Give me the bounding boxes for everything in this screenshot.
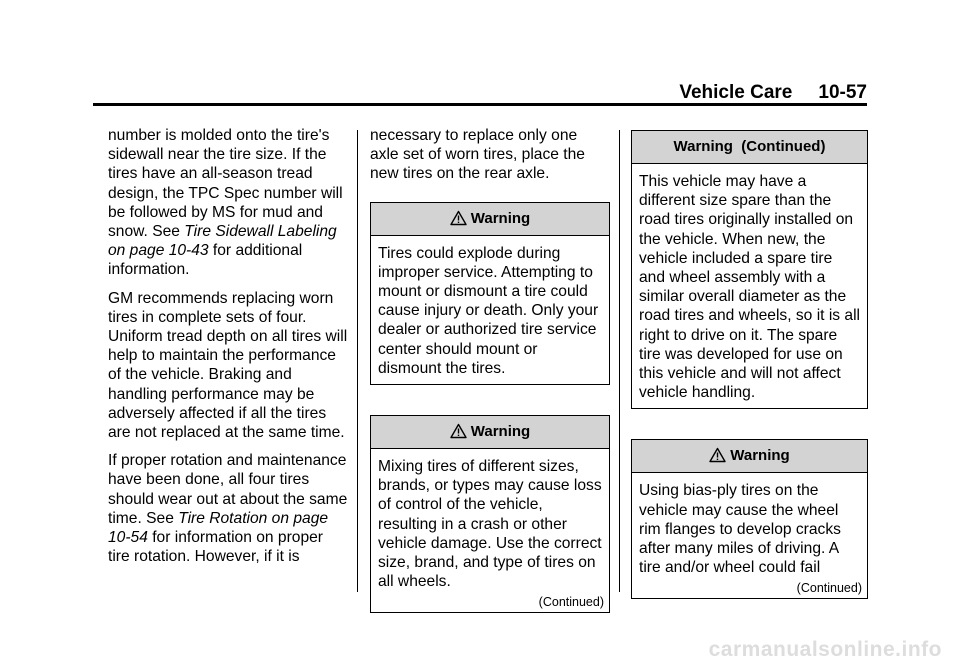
warning-box: [631, 439, 868, 599]
warning-box: [370, 202, 610, 385]
page-header: [679, 82, 867, 104]
paragraph: GM recommends replacing worn tires in complete sets of four. Uniform tread depth on all tires will help to maintain the performance of the vehicle. Braking and handling performance may be adversely affected if all the tires are not replaced at the same time.: [108, 289, 348, 442]
paragraph: [108, 126, 348, 280]
warning-title: Warning: [730, 447, 790, 465]
warning-header: [371, 203, 609, 236]
column-3: [631, 130, 868, 629]
watermark: carmanualsonline.info: [708, 638, 942, 661]
text: If proper rotation and maintenance have been done, all four tires should wear out at about the same time. See: [108, 452, 348, 527]
warning-triangle-icon: [709, 447, 726, 463]
warning-title: Warning: [470, 209, 531, 227]
continued-note: (Continued): [796, 581, 862, 596]
warning-header: [632, 440, 867, 473]
text: number is molded onto the tire's sidewall near the tire size. If the tires have an all-season tread design, the TPC Spec number will be followed by MS for mud and snow. See: [108, 127, 343, 241]
warning-body: This vehicle may have a different size spare than the road tires originally installed on the vehicle. When new, the vehicle included a spare tire and wheel assembly with a similar overall diameter as the road tires and wheels, so it is all right to drive on it. The spare tire was developed for use on this vehicle and will not affect vehicle handling.: [639, 173, 861, 402]
warning-body: Mixing tires of different sizes, brands, or types may cause loss of control of the vehicle, resulting in a crash or other vehicle damage. Use the correct size, brand, and type of tires on all wheels.: [378, 458, 602, 591]
column-separator: [619, 130, 620, 592]
continued-note: (Continued): [538, 595, 604, 610]
column-separator: [357, 130, 358, 592]
header-rule: [93, 103, 867, 106]
warning-body: Tires could explode during improper service. Attempting to mount or dismount a tire could cause injury or death. Only your dealer or authorized tire service center should mount or dismount the tires.: [378, 244, 599, 377]
warning-box-continued: [631, 130, 868, 409]
section-title: Vehicle Care: [679, 82, 793, 103]
warning-header: [371, 416, 609, 449]
warning-body: Using bias-ply tires on the vehicle may cause the wheel rim flanges to develop cracks after many miles of driving. A tire and/or wheel could fail: [639, 482, 841, 577]
warning-triangle-icon: [450, 423, 467, 439]
paragraph: necessary to replace only one axle set of worn tires, place the new tires on the rear axle.: [370, 127, 585, 183]
warning-box: [370, 415, 610, 613]
page-number: 10-57: [818, 82, 867, 103]
cross-reference-link[interactable]: Tire Sidewall Labeling on page 10-43: [108, 223, 337, 260]
column-2: [370, 126, 610, 643]
warning-triangle-icon: [450, 210, 467, 226]
text: for additional information.: [108, 242, 303, 279]
column-1: [108, 126, 348, 575]
warning-title: Warning: [470, 423, 531, 441]
text: for information on proper tire rotation. However, if it is: [108, 529, 323, 566]
cross-reference-link[interactable]: Tire Rotation on page 10-54: [108, 509, 329, 547]
warning-header: Warning (Continued): [632, 131, 867, 164]
paragraph: [108, 451, 348, 566]
